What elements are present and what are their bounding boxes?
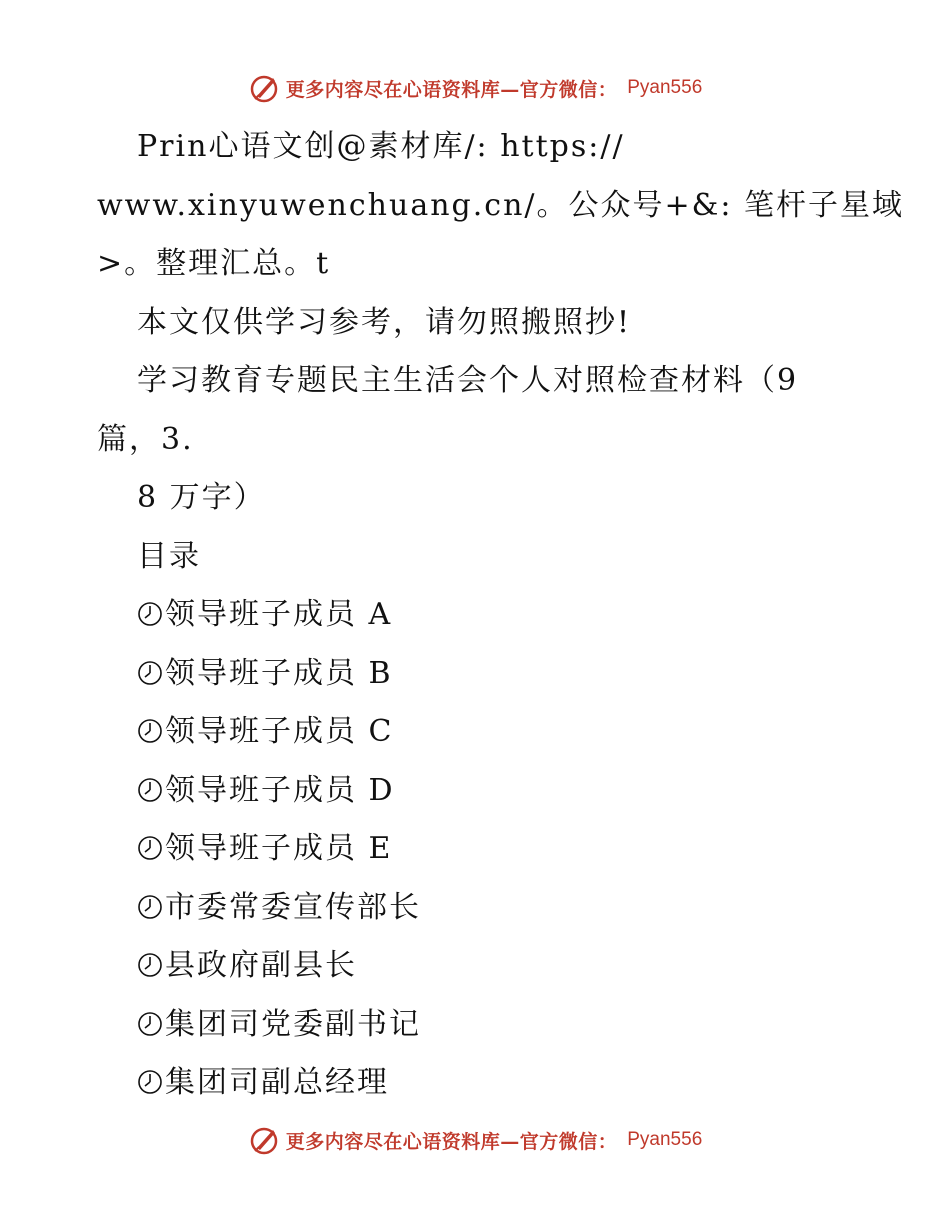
toc-item-label: 领导班子成员 B	[165, 655, 393, 691]
toc-item-label: 领导班子成员 E	[165, 831, 393, 866]
clock-icon	[137, 660, 163, 686]
clock-icon	[137, 894, 163, 920]
clock-icon	[137, 1069, 163, 1095]
intro-line-2: www.xinyuwenchuang.cn/。公众号+&: 笔杆子星域	[97, 187, 904, 223]
doc-title-line-2: 篇，3.	[97, 421, 194, 457]
toc-item[interactable]	[97, 820, 857, 879]
clock-icon	[137, 952, 163, 978]
toc-item[interactable]	[97, 1054, 857, 1113]
toc-item-label: 领导班子成员 A	[165, 597, 393, 632]
toc-item-label: 县政府副县长	[165, 948, 357, 983]
toc-heading: 目录	[137, 538, 201, 574]
quill-pen-logo-icon	[248, 1124, 280, 1156]
quill-pen-logo-icon	[248, 72, 280, 104]
header-banner	[0, 68, 950, 108]
banner-contact: Pyan556	[627, 77, 703, 98]
document-body	[97, 118, 904, 1113]
toc-item[interactable]	[97, 996, 857, 1055]
toc-item[interactable]	[97, 879, 857, 938]
footer-banner	[0, 1120, 950, 1160]
toc-list	[97, 586, 857, 1113]
banner-text: 更多内容尽在心语资料库—官方微信：	[285, 78, 618, 101]
toc-item-label: 集团司党委副书记	[165, 1006, 421, 1042]
toc-item[interactable]	[97, 586, 857, 645]
doc-title-line-1: 学习教育专题民主生活会个人对照检查材料（9	[137, 363, 799, 398]
banner-text: 更多内容尽在心语资料库—官方微信：	[285, 1130, 618, 1153]
clock-icon	[137, 718, 163, 744]
toc-item-label: 市委常委宣传部长	[165, 889, 421, 925]
toc-item[interactable]	[97, 645, 857, 704]
doc-title-line-3: 8 万字）	[137, 480, 266, 515]
toc-item[interactable]	[97, 762, 857, 821]
toc-item-label: 领导班子成员 C	[165, 714, 394, 749]
clock-icon	[137, 777, 163, 803]
toc-item[interactable]	[97, 937, 857, 996]
toc-item-label: 集团司副总经理	[165, 1065, 389, 1100]
banner-contact: Pyan556	[627, 1129, 703, 1150]
notice-line: 本文仅供学习参考，请勿照搬照抄!	[137, 304, 632, 340]
clock-icon	[137, 835, 163, 861]
clock-icon	[137, 601, 163, 627]
toc-item[interactable]	[97, 703, 857, 762]
toc-item-label: 领导班子成员 D	[165, 772, 395, 808]
intro-line-1: Prin心语文创@素材库/: https://	[137, 129, 625, 164]
intro-line-3: >。整理汇总。t	[97, 246, 331, 281]
clock-icon	[137, 1011, 163, 1037]
